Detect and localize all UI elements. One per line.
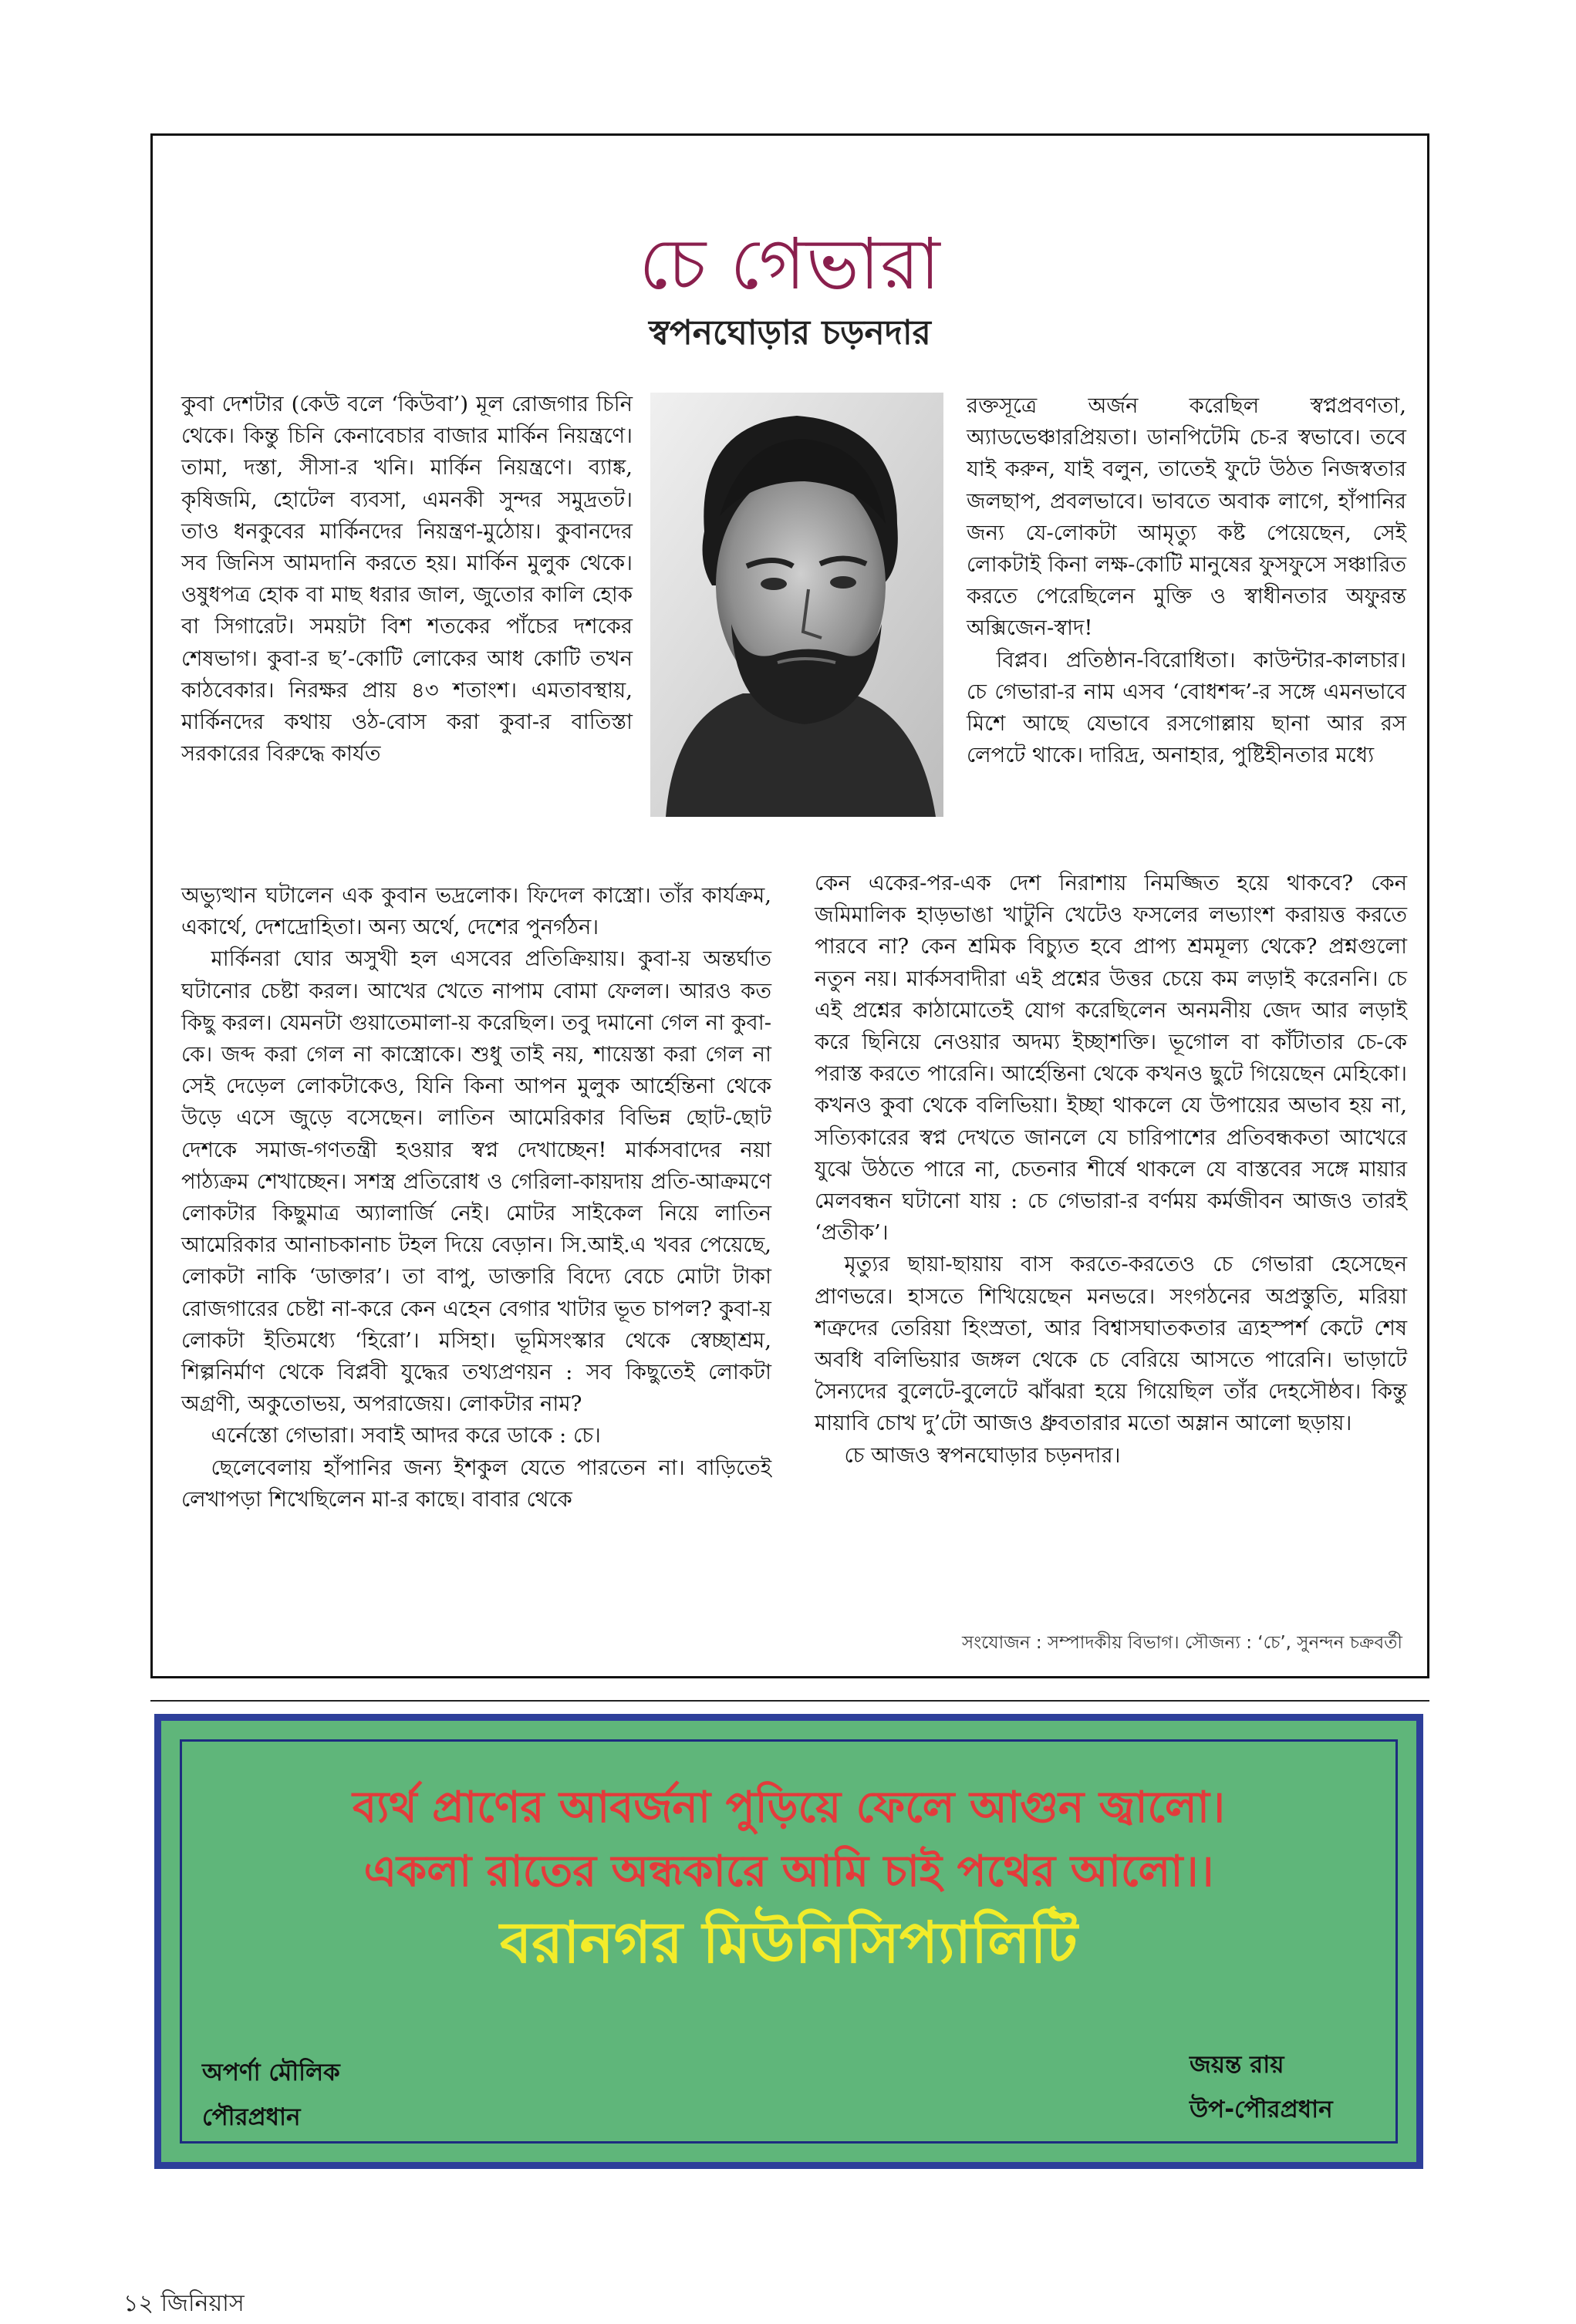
advertisement-verse-line-1: ব্যর্থ প্রাণের আবর্জনা পুড়িয়ে ফেলে আগুন জ্বালো।: [352, 1783, 1226, 1833]
signatory-right-name: জয়ন্ত রায়: [1190, 2051, 1284, 2079]
page-footer: [123, 2285, 245, 2324]
article-title: চে গেভারা: [639, 223, 941, 305]
signatory-left-name: অপর্ণা মৌলিক: [202, 2059, 340, 2086]
paragraph: মৃত্যুর ছায়া-ছায়ায় বাস করতে-করতেও চে গেভারা হেসেছেন প্রাণভরে। হাসতে শিখিয়েছেন মনভরে। সংগঠনের অপ্রস্তুতি, মরিয়া শত্রুদের তেরিয়া হিংস্রতা, আর বিশ্বাসঘাতকতার ত্র্যহস্পর্শ কেটে শেষ অবধি বলিভিয়ার জঙ্গল থেকে চে বেরিয়ে আসতে পারেনি। ভাড়াটে সৈন্যদের বুলেটে-বুলেটে ঝাঁঝরা হয়ে গিয়েছিল তাঁর দেহসৌষ্ঠব। কিন্তু মায়াবি চোখ দু’টো আজও ধ্রুবতারার মতো অম্লান আলো ছড়ায়।: [815, 1252, 1407, 1436]
paragraph: বিপ্লব। প্রতিষ্ঠান-বিরোধিতা। কাউন্টার-কালচার। চে গেভারা-র নাম এসব ‘বোধশব্দ’-র সঙ্গে এমনভাবে মিশে আছে যেভাবে রসগোল্লায় ছানা আর রস লেপটে থাকে। দারিদ্র, অনাহার, পুষ্টিহীনতার মধ্যে: [967, 647, 1406, 768]
advertisement-inner-border: [180, 1739, 1398, 2144]
paragraph: চে আজও স্বপনঘোড়ার চড়নদার।: [844, 1442, 1121, 1468]
paragraph: কুবা দেশটার (কেউ বলে ‘কিউবা’) মূল রোজগার চিনি থেকে। কিন্তু চিনি কেনাবেচার বাজার মার্কিন নিয়ন্ত্রণে। তামা, দস্তা, সীসা-র খনি। মার্কিন নিয়ন্ত্রণে। ব্যাঙ্ক, কৃষিজমি, হোটেল ব্যবসা, এমনকী সুন্দর সমুদ্রতট। তাও ধনকুবের মার্কিনদের নিয়ন্ত্রণ-মুঠোয়। কুবানদের সব জিনিস আমদানি করতে হয়। মার্কিন মুলুক থেকে। ওষুধপত্র হোক বা মাছ ধরার জাল, জুতোর কালি হোক বা সিগারেট। সময়টা বিশ শতকের পাঁচের দশকের শেষভাগ। কুবা-র ছ’-কোটি লোকের আধ কোটি তখন কাঠবেকার। নিরক্ষর প্রায় ৪৩ শতাংশ। এমতাবস্থায়, মার্কিনদের কথায় ওঠ-বোস করা কুবা-র বাতিস্তা সরকারের বিরুদ্ধে কার্যত: [181, 392, 633, 767]
paragraph: ছেলেবেলায় হাঁপানির জন্য ইশকুল যেতে পারতেন না। বাড়িতেই লেখাপড়া শিখেছিলেন মা-র কাছে। বাবার থেকে: [181, 1455, 771, 1512]
paragraph: রক্তসূত্রে অর্জন করেছিল স্বপ্নপ্রবণতা, অ্যাডভেঞ্চারপ্রিয়তা। ডানপিটেমি চে-র স্বভাবে। তবে যাই করুন, যাই বলুন, তাতেই ফুটে উঠত নিজস্বতার জলছাপ, প্রবলভাবে। ভাবতে অবাক লাগে, হাঁপানির জন্য যে-লোকটা আমৃত্যু কষ্ট পেয়েছেন, সেই লোকটাই কিনা লক্ষ-কোটি মানুষের ফুসফুসে সঞ্চারিত করতে পেরেছিলেন মুক্তি ও স্বাধীনতার অফুরন্ত অক্সিজেন-স্বাদ!: [967, 393, 1406, 641]
advertisement-verse-line-2: একলা রাতের অন্ধকারে আমি চাই পথের আলো।।: [363, 1847, 1214, 1897]
article-column-right-bottom: [815, 868, 1407, 1472]
page-number: ১২: [123, 2290, 154, 2317]
signatory-right-title: উপ-পৌরপ্রধান: [1190, 2096, 1333, 2123]
article-column-right-top: [967, 390, 1406, 771]
signatory-left-title: পৌরপ্রধান: [202, 2103, 301, 2131]
article-column-left-bottom: [181, 880, 771, 1516]
section-divider: [150, 1700, 1429, 1702]
signatory-left: [202, 2050, 340, 2140]
article-credit: সংযোজন : সম্পাদকীয় বিভাগ। সৌজন্য : ‘চে’, সুনন্দন চক্রবর্তী: [962, 1633, 1402, 1653]
paragraph: কেন একের-পর-এক দেশ নিরাশায় নিমজ্জিত হয়ে থাকবে? কেন জমিমালিক হাড়ভাঙা খাটুনি খেটেও ফসলের লভ্যাংশ করায়ত্ত করতে পারবে না? কেন শ্রমিক বিচ্যুত হবে প্রাপ্য শ্রমমূল্য থেকে? প্রশ্নগুলো নতুন নয়। মার্কসবাদীরা এই প্রশ্নের উত্তর চেয়ে কম লড়াই করেননি। চে এই প্রশ্নের কাঠামোতেই যোগ করেছিলেন অনমনীয় জেদ আর লড়াই করে ছিনিয়ে নেওয়ার অদম্য ইচ্ছাশক্তি। ভূগোল বা কাঁটাতার চে-কে পরাস্ত করতে পারেনি। আর্হেন্তিনা থেকে কখনও ছুটে গিয়েছেন মেহিকো। কখনও কুবা থেকে বলিভিয়া। ইচ্ছা থাকলে যে উপায়ের অভাব হয় না, সত্যিকারের স্বপ্ন দেখতে জানলে যে চারিপাশের প্রতিবন্ধকতা আখেরে যুঝে উঠতে পারে না, চেতনার শীর্ষে থাকলে যে বাস্তবের সঙ্গে মায়ার মেলবন্ধন ঘটানো যায় : চে গেভারা-র বর্ণময় কর্মজীবন আজও তারই ‘প্রতীক’।: [815, 871, 1407, 1246]
magazine-name: জিনিয়াস: [160, 2290, 245, 2317]
paragraph: এর্নেস্তো গেভারা। সবাই আদর করে ডাকে : চে।: [211, 1423, 601, 1449]
signatory-right: [1190, 2042, 1333, 2132]
article-box: [150, 133, 1429, 1678]
che-guevara-portrait: [650, 393, 943, 817]
municipality-advertisement: [154, 1714, 1423, 2169]
article-subtitle: স্বপনঘোড়ার চড়নদার: [649, 313, 931, 352]
advertisement-org-name: বরানগর মিউনিসিপ্যালিটি: [500, 1910, 1078, 1976]
paragraph: মার্কিনরা ঘোর অসুখী হল এসবের প্রতিক্রিয়ায়। কুবা-য় অন্তর্ঘাত ঘটানোর চেষ্টা করল। আখের খেতে নাপাম বোমা ফেলল। আরও কত কিছু করল। যেমনটা গুয়াতেমালা-য় করেছিল। তবু দমানো গেল না কুবা-কে। জব্দ করা গেল না কাস্ত্রোকে। শুধু তাই নয়, শায়েস্তা করা গেল না সেই দেড়েল লোকটাকেও, যিনি কিনা আপন মুলুক আর্হেন্তিনা থেকে উড়ে এসে জুড়ে বসেছেন। লাতিন আমেরিকার বিভিন্ন ছোট-ছোট দেশকে সমাজ-গণতন্ত্রী হওয়ার স্বপ্ন দেখাচ্ছেন! মার্কসবাদের নয়া পাঠ্যক্রম শেখাচ্ছেন। সশস্ত্র প্রতিরোধ ও গেরিলা-কায়দায় প্রতি-আক্রমণে লোকটার কিছুমাত্র অ্যালার্জি নেই। মোটর সাইকেল নিয়ে লাতিন আমেরিকার আনাচকানাচ টহল দিয়ে বেড়ান। সি.আই.এ খবর পেয়েছে, লোকটা নাকি ‘ডাক্তার’। তা বাপু, ডাক্তারি বিদ্যে বেচে মোটা টাকা রোজগারের চেষ্টা না-করে কেন এহেন বেগার খাটার ভূত চাপল? কুবা-য় লোকটা ইতিমধ্যে ‘হিরো’। মসিহা। ভূমিসংস্কার থেকে স্বেচ্ছাশ্রম, শিল্পনির্মাণ থেকে বিপ্লবী যুদ্ধের তথ্যপ্রণয়ন : সব কিছুতেই লোকটা অগ্রণী, অকুতোভয়, অপরাজেয়। লোকটার নাম?: [181, 946, 771, 1417]
article-column-left-top: [181, 389, 633, 770]
paragraph: অভ্যুত্থান ঘটালেন এক কুবান ভদ্রলোক। ফিদেল কাস্ত্রো। তাঁর কার্যক্রম, একার্থে, দেশদ্রোহিতা। অন্য অর্থে, দেশের পুনর্গঠন।: [181, 883, 771, 940]
